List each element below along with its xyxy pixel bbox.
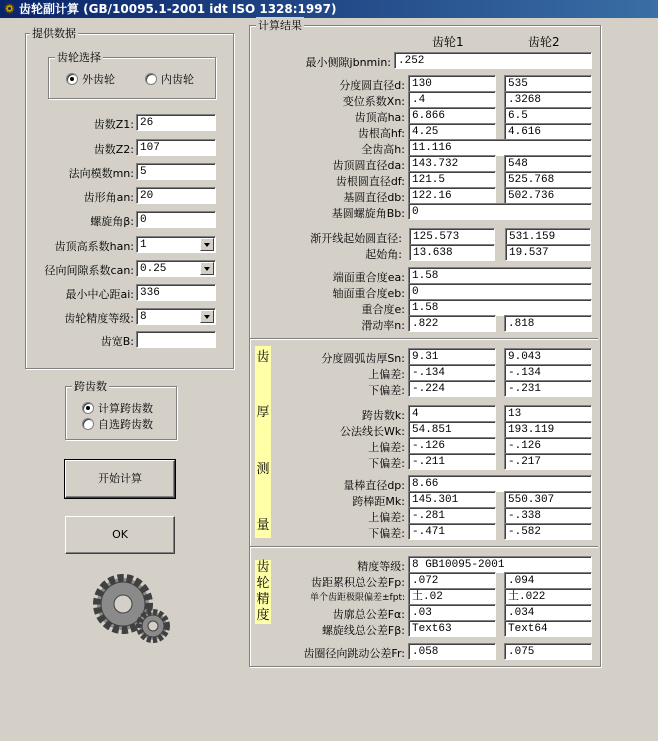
calc-span-radio[interactable]: [82, 402, 94, 414]
contact-3-gear1[interactable]: .822: [408, 315, 496, 332]
contact-2-label: 重合度e:: [361, 303, 405, 316]
input-field-1[interactable]: [136, 139, 216, 156]
accuracy-2-gear1[interactable]: .03: [408, 604, 496, 621]
input-label-9: 齿宽B:: [100, 335, 134, 348]
thickness-a-1-gear1[interactable]: -.134: [408, 364, 496, 381]
thickness-banner-4: 量: [256, 518, 270, 533]
thickness-b-2-gear1[interactable]: -.126: [408, 437, 496, 454]
input-value-4: 0: [140, 214, 147, 226]
thickness-b-0-gear1[interactable]: 4: [408, 405, 496, 422]
thickness-b-1-label: 公法线长Wk:: [340, 425, 405, 438]
thickness-banner-3: 测: [256, 462, 270, 477]
external-gear-radio[interactable]: [66, 73, 78, 85]
involute-1-gear1[interactable]: 13.638: [409, 244, 495, 261]
thickness-b-1-gear1[interactable]: 54.851: [408, 421, 496, 438]
accuracy-3-gear1[interactable]: Text63: [408, 620, 496, 637]
thickness-banner-2: 厚: [256, 405, 270, 420]
results-title: 计算结果: [258, 19, 302, 32]
span-group-title: 跨齿数: [74, 380, 107, 393]
thickness-c-1-gear1[interactable]: -.281: [408, 507, 496, 524]
result-row-3-gear2[interactable]: 4.616: [504, 123, 592, 140]
contact-0[interactable]: 1.58: [408, 267, 592, 284]
thickness-c-2-gear1[interactable]: -.471: [408, 523, 496, 540]
accuracy-1-gear2[interactable]: 土.022: [504, 588, 592, 605]
divider-1: [250, 338, 598, 340]
gear2-column-header: 齿轮2: [528, 35, 560, 49]
accuracy-0-label: 齿距累积总公差Fp:: [310, 576, 405, 589]
gear1-column-header: 齿轮1: [432, 35, 464, 49]
accuracy-1-gear1[interactable]: 土.02: [408, 588, 496, 605]
input-field-9[interactable]: [136, 331, 216, 348]
input-label-0: 齿数Z1:: [93, 118, 134, 131]
input-combo-5[interactable]: [136, 236, 216, 253]
thickness-a-0-gear1[interactable]: 9.31: [408, 348, 496, 365]
thickness-c-2-label: 下偏差:: [368, 527, 405, 540]
thickness-a-0-gear2[interactable]: 9.043: [504, 348, 592, 365]
input-combo-8[interactable]: [136, 308, 216, 325]
accuracy-banner-1: 齿: [256, 560, 270, 575]
input-field-3[interactable]: [136, 187, 216, 204]
result-row-0-gear2[interactable]: 535: [504, 75, 592, 92]
result-row-5-gear1[interactable]: 143.732: [408, 155, 496, 172]
input-label-6: 径向间隙系数can:: [44, 264, 134, 277]
accuracy-grade-label: 精度等级:: [357, 560, 405, 573]
rod-diameter-label: 量棒直径dp:: [343, 479, 405, 492]
input-value-3: 20: [140, 190, 154, 202]
start-calc-button[interactable]: [65, 460, 175, 498]
title-bar: [0, 0, 658, 18]
start-calc-label: 开始计算: [98, 472, 142, 485]
input-label-4: 螺旋角β:: [90, 215, 134, 228]
thickness-a-2-label: 下偏差:: [368, 384, 405, 397]
thickness-b-3-gear1[interactable]: -.211: [408, 453, 496, 470]
thickness-a-1-gear2[interactable]: -.134: [504, 364, 592, 381]
thickness-b-0-gear2[interactable]: 13: [504, 405, 592, 422]
thickness-b-2-label: 上偏差:: [368, 441, 405, 454]
runout-gear1[interactable]: .058: [408, 643, 496, 660]
external-gear-label[interactable]: 外齿轮: [82, 73, 115, 86]
result-row-7-gear1[interactable]: 122.16: [408, 187, 496, 204]
result-row-3-label: 齿根高hf:: [357, 127, 405, 140]
thickness-b-2-gear2[interactable]: -.126: [504, 437, 592, 454]
input-label-1: 齿数Z2:: [93, 143, 134, 156]
involute-0-gear2[interactable]: 531.159: [505, 228, 591, 245]
min-backlash-label: 最小侧隙jbnmin:: [305, 56, 391, 69]
accuracy-banner-4: 度: [256, 608, 270, 623]
result-row-1-gear1[interactable]: .4: [408, 91, 496, 108]
result-row-2-label: 齿顶高ha:: [354, 111, 405, 124]
result-row-7-label: 基圆直径db:: [343, 191, 405, 204]
chevron-down-icon[interactable]: [200, 238, 214, 251]
input-field-0[interactable]: [136, 114, 216, 131]
thickness-a-1-label: 上偏差:: [368, 368, 405, 381]
accuracy-2-gear2[interactable]: .034: [504, 604, 592, 621]
result-row-2-gear2[interactable]: 6.5: [504, 107, 592, 124]
result-row-2-gear1[interactable]: 6.866: [408, 107, 496, 124]
input-value-6: 0.25: [140, 263, 167, 275]
thickness-c-0-label: 跨棒距Mk:: [352, 495, 405, 508]
involute-1-label: 起始角:: [365, 248, 402, 261]
input-value-2: 5: [140, 166, 147, 178]
thickness-c-1-label: 上偏差:: [368, 511, 405, 524]
custom-span-label[interactable]: 自选跨齿数: [98, 418, 153, 431]
accuracy-banner-3: 精: [256, 592, 270, 607]
chevron-down-icon[interactable]: [200, 262, 214, 275]
thickness-b-3-gear2[interactable]: -.217: [504, 453, 592, 470]
involute-1-gear2[interactable]: 19.537: [505, 244, 591, 261]
input-value-8: 8: [140, 311, 147, 323]
thickness-b-3-label: 下偏差:: [368, 457, 405, 470]
rod-diameter[interactable]: 8.66: [408, 475, 592, 492]
result-row-6-gear2[interactable]: 525.768: [504, 171, 592, 188]
input-field-7[interactable]: [136, 284, 216, 301]
accuracy-banner-2: 轮: [256, 576, 270, 591]
involute-0-gear1[interactable]: 125.573: [409, 228, 495, 245]
input-value-7: 336: [140, 287, 160, 299]
result-row-6-label: 齿根圆直径df:: [335, 175, 405, 188]
input-field-2[interactable]: [136, 163, 216, 180]
input-value-5: 1: [140, 239, 147, 251]
divider-2: [250, 546, 598, 548]
input-value-1: 107: [140, 142, 160, 154]
result-row-0-gear1[interactable]: 130: [408, 75, 496, 92]
input-label-5: 齿顶高系数han:: [54, 240, 134, 253]
result-row-4-label: 全齿高h:: [361, 143, 405, 156]
gears-illustration: [85, 568, 175, 648]
thickness-banner: [255, 346, 271, 538]
contact-0-label: 端面重合度ea:: [332, 271, 405, 284]
contact-3-gear2[interactable]: .818: [504, 315, 592, 332]
thickness-a-2-gear1[interactable]: -.224: [408, 380, 496, 397]
input-label-3: 齿形角an:: [83, 191, 134, 204]
thickness-a-2-gear2[interactable]: -.231: [504, 380, 592, 397]
thickness-a-0-label: 分度圆弧齿厚Sn:: [321, 352, 405, 365]
ok-button[interactable]: [65, 516, 175, 554]
accuracy-0-gear1[interactable]: .072: [408, 572, 496, 589]
thickness-c-1-gear2[interactable]: -.338: [504, 507, 592, 524]
result-row-6-gear1[interactable]: 121.5: [408, 171, 496, 188]
thickness-banner-1: 齿: [256, 350, 270, 365]
contact-1-label: 轴面重合度eb:: [332, 287, 405, 300]
input-label-8: 齿轮精度等级:: [64, 312, 134, 325]
runout-label: 齿圈径向跳动公差Fr:: [303, 647, 405, 660]
thickness-b-0-label: 跨齿数k:: [361, 409, 405, 422]
thickness-c-0-gear2[interactable]: 550.307: [504, 491, 592, 508]
calc-span-label[interactable]: 计算跨齿数: [98, 402, 153, 415]
result-row-0-label: 分度圆直径d:: [339, 79, 405, 92]
input-value-0: 26: [140, 117, 154, 129]
involute-0-label: 渐开线起始圆直径:: [310, 232, 402, 245]
thickness-c-0-gear1[interactable]: 145.301: [408, 491, 496, 508]
accuracy-2-label: 齿廓总公差Fα:: [332, 608, 405, 621]
ok-label: OK: [112, 528, 128, 541]
accuracy-banner: [255, 560, 271, 624]
result-row-8[interactable]: 0: [408, 203, 592, 220]
custom-span-radio[interactable]: [82, 418, 94, 430]
contact-1[interactable]: 0: [408, 283, 592, 300]
result-row-5-gear2[interactable]: 548: [504, 155, 592, 172]
accuracy-3-gear2[interactable]: Text64: [504, 620, 592, 637]
result-row-1-label: 变位系数Xn:: [342, 95, 405, 108]
accuracy-3-label: 螺旋线总公差Fβ:: [321, 624, 405, 637]
contact-3-label: 滑动率n:: [361, 319, 405, 332]
thickness-c-2-gear2[interactable]: -.582: [504, 523, 592, 540]
internal-gear-label[interactable]: 内齿轮: [161, 73, 194, 86]
accuracy-grade[interactable]: 8 GB10095-2001: [408, 556, 592, 573]
input-label-7: 最小中心距ai:: [65, 288, 134, 301]
result-row-3-gear1[interactable]: 4.25: [408, 123, 496, 140]
result-row-4[interactable]: 11.116: [408, 139, 592, 156]
contact-2[interactable]: 1.58: [408, 299, 592, 316]
result-row-5-label: 齿顶圆直径da:: [332, 159, 405, 172]
thickness-b-1-gear2[interactable]: 193.119: [504, 421, 592, 438]
runout-gear2[interactable]: .075: [504, 643, 592, 660]
result-row-8-label: 基圆螺旋角Bb:: [331, 207, 405, 220]
window-title: 齿轮副计算 (GB/10095.1-2001 idt ISO 1328:1997): [19, 2, 337, 16]
accuracy-1-label: 单个齿距极限偏差±fpt:: [310, 593, 405, 603]
gear-select-title: 齿轮选择: [57, 51, 101, 64]
min-backlash-field[interactable]: .252: [394, 52, 592, 69]
chevron-down-icon[interactable]: [200, 310, 214, 323]
input-label-2: 法向模数mn:: [68, 167, 134, 180]
internal-gear-radio[interactable]: [145, 73, 157, 85]
result-row-7-gear2[interactable]: 502.736: [504, 187, 592, 204]
result-row-1-gear2[interactable]: .3268: [504, 91, 592, 108]
gear-app-icon: [3, 2, 16, 15]
input-combo-6[interactable]: [136, 260, 216, 277]
input-group-title: 提供数据: [32, 27, 76, 40]
input-field-4[interactable]: [136, 211, 216, 228]
accuracy-0-gear2[interactable]: .094: [504, 572, 592, 589]
